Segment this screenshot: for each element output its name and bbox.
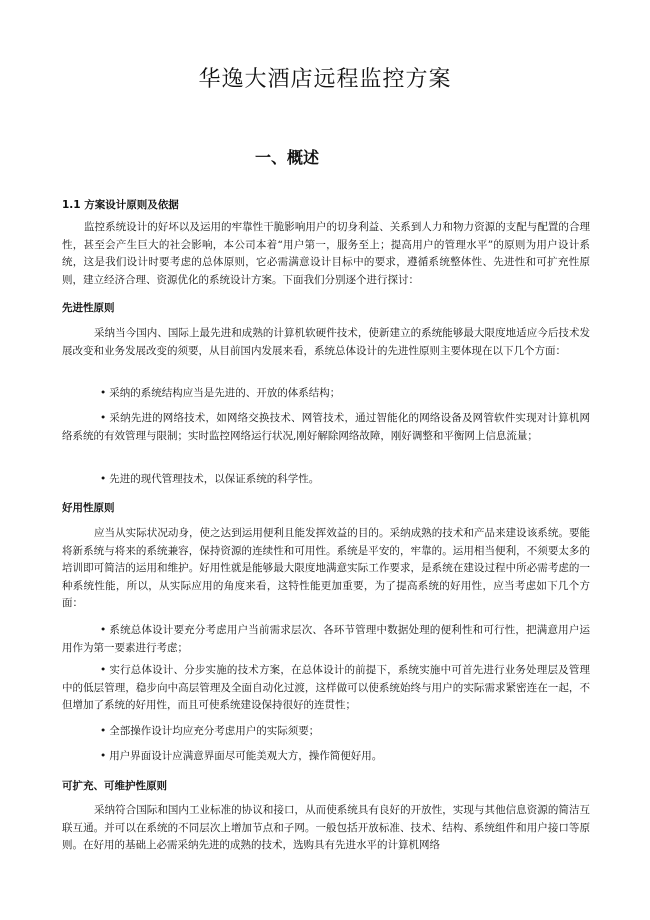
subsection-heading: 1.1 方案设计原则及依据 (62, 199, 179, 211)
bullet-icon: • (100, 624, 107, 636)
paragraph-extensibility-principle: 采纳符合国际和国内工业标准的协议和接口，从而使系统具有良好的开放性，实现与其他信息资源的简洁互联互通。并可以在系统的不同层次上增加节点和子网。一般包括开放标准、技术、结构、系统组件和用户接口等原则。在好用的基础上必需采纳先进的成熟的技术，选购具有先进水平的计算机网络 (62, 804, 590, 851)
bullet-item: • 实行总体设计、分步实施的技术方案，在总体设计的前提下，系统实施中可首先进行业务处理层及管理中的低层管理，稳步向中高层管理及全面自动化过渡，这样做可以使系统始终与用户的实际需求紧密连在一起，不但增加了系统的好用性，而且可使系统建设保持很好的连贯性； (62, 664, 590, 711)
bullet-item: • 全部操作设计均应充分考虑用户的实际须要； (100, 725, 320, 737)
bullet-item: • 用户界面设计应满意界面尽可能美观大方，操作简便好用。 (100, 750, 383, 762)
bullet-icon: • (100, 725, 107, 737)
bullet-icon: • (100, 387, 107, 399)
bullet-item: • 采纳先进的网络技术，如网络交换技术、网管技术，通过智能化的网络设备及网管软件实现对计算机网络系统的有效管理与限制；实时监控网络运行状况,刚好解除网络故障，刚好调整和平衡网上信息流量； (62, 412, 590, 442)
bullet-item: • 先进的现代管理技术，以保证系统的科学性。 (100, 473, 320, 485)
bullet-item: • 采纳的系统结构应当是先进的、开放的体系结构； (100, 387, 341, 399)
bullet-item: • 系统总体设计要充分考虑用户当前需求层次、各环节管理中数据处理的便利性和可行性，把满意用户运用作为第一要素进行考虑； (62, 624, 590, 654)
bullet-icon: • (100, 412, 107, 424)
paragraph-usability-principle: 应当从实际状况动身，使之达到运用便利且能发挥效益的目的。采纳成熟的技术和产品来建设该系统。要能将新系统与将来的系统兼容，保持资源的连续性和可用性。系统是平安的，牢靠的。运用相当便利，不须要太多的培训即可简洁的运用和维护。好用性就是能够最大限度地满意实际工作要求，是系统在建设过程中所必需考虑的一种系统性能，所以，从实际应用的角度来看，这特性能更加重要，为了提高系统的好用性，应当考虑如下几个方面： (62, 527, 590, 609)
intro-paragraph: 监控系统设计的好坏以及运用的牢靠性干脆影响用户的切身利益、关系到人力和物力资源的支配与配置的合理性，甚至会产生巨大的社会影响，本公司本着“用户第一，服务至上；提高用户的管理水平”的原则为用户设计系统，这是我们设计时要考虑的总体原则，它必需满意设计目标中的要求，遵循系统整体性、先进性和可扩充性原则，建立经济合理、资源优化的系统设计方案。下面我们分别逐个进行探讨： (62, 221, 590, 286)
bullet-icon: • (100, 750, 107, 762)
heading-usability-principle: 好用性原则 (62, 502, 115, 514)
paragraph-advanced-principle: 采纳当今国内、国际上最先进和成熟的计算机软硬件技术，使新建立的系统能够最大限度地适应今后技术发展改变和业务发展改变的须要，从目前国内发展来看，系统总体设计的先进性原则主要体现在以下几个方面： (62, 327, 590, 357)
bullet-icon: • (100, 664, 107, 676)
heading-extensibility-principle: 可扩充、可维护性原则 (62, 780, 167, 792)
section-heading: 一、概述 (255, 148, 320, 167)
heading-advanced-principle: 先进性原则 (62, 302, 115, 314)
document-title: 华逸大酒店远程监控方案 (198, 67, 452, 92)
bullet-icon: • (100, 473, 107, 485)
